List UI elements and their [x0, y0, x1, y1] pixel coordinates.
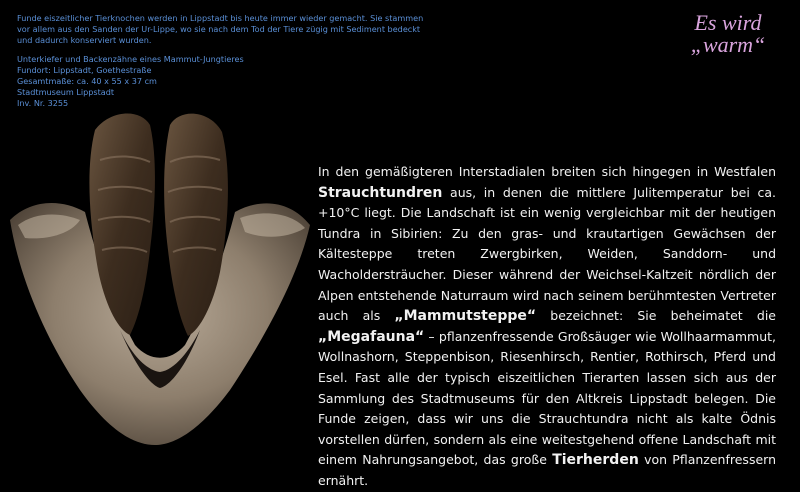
- caption-intro-line: Funde eiszeitlicher Tierknochen werden in Lippstadt bis heute immer wieder gemacht. Sie stammen: [17, 13, 424, 23]
- text-segment: aus, in denen die mittlere Julitemperatur bei ca. +10°C liegt. Die Landschaft ist ein wenig vergleichbar mit der heutigen Tundra in Sibirien: Zu den gras- und krautartigen Gewächsen der Kältesteppe treten Zwergbirken, Weiden, Sanddorn- und Wacholdersträucher. Dieser während der Weichsel-Kaltzeit nördlich der Alpen entstehende Naturraum wird nach seinem berühmtesten Vertreter auch als: [318, 184, 776, 324]
- text-segment: bezeichnet: Sie beheimatet die: [536, 308, 776, 324]
- title-line-1: Es wird: [694, 10, 762, 35]
- object-description: Unterkiefer und Backenzähne eines Mammut-Jungtieres: [17, 54, 244, 64]
- main-paragraph: [318, 162, 776, 492]
- object-museum: Stadtmuseum Lippstadt: [17, 87, 115, 97]
- page-title: [668, 12, 788, 56]
- text-segment: – pflanzenfressende Großsäuger wie Wollhaarmammut, Wollnashorn, Steppenbison, Riesenhirsch, Rentier, Rothirsch, Pferd und Esel. Fast alle der typisch eiszeitlichen Tierarten lassen sich aus der Sammlung des Stadtmuseums für den Altkreis Lippstadt belegen. Die Funde zeigen, dass wir uns die Strauchtundra nicht als kalte Ödnis vorstellen dürfen, sondern als eine weitestgehend offene Landschaft mit einem Nahrungsangebot, das große: [318, 328, 776, 468]
- text-segment: von Pflanzenfressern ernährt.: [318, 452, 776, 488]
- caption-intro-line: vor allem aus den Sanden der Ur-Lippe, wo sie nach dem Tod der Tiere zügig mit Sediment bedeckt: [17, 24, 421, 34]
- term-mammutsteppe: „Mammutsteppe“: [394, 308, 537, 325]
- object-inventory-number: Inv. Nr. 3255: [17, 98, 69, 108]
- jaw-bone: [10, 203, 310, 445]
- object-dimensions: Gesamtmaße: ca. 40 x 55 x 37 cm: [17, 76, 157, 86]
- term-megafauna: „Megafauna“: [318, 328, 425, 345]
- term-tierherden: Tierherden: [552, 452, 639, 469]
- mammoth-jaw-photo: [0, 100, 320, 450]
- title-line-2: „warm“: [690, 32, 766, 57]
- term-strauchtundren: Strauchtundren: [318, 184, 443, 201]
- object-findspot: Fundort: Lippstadt, Goethestraße: [17, 65, 152, 75]
- text-segment: In den gemäßigteren Interstadialen breiten sich hingegen in Westfalen: [318, 164, 776, 179]
- caption-intro: [17, 13, 437, 46]
- caption-intro-line: und dadurch konserviert wurden.: [17, 35, 152, 45]
